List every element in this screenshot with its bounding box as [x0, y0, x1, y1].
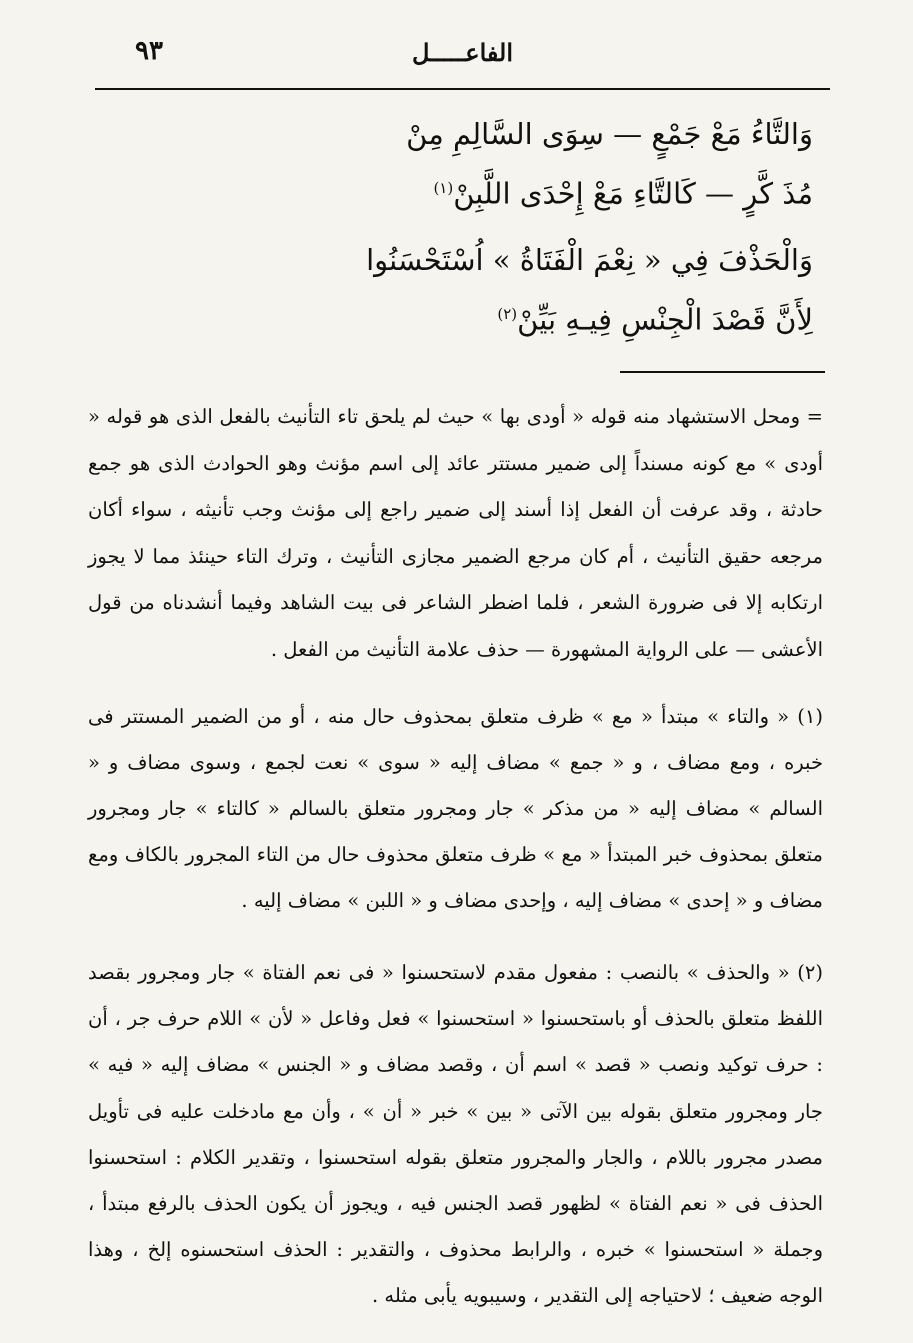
header-rule: [95, 88, 830, 90]
verse-line-2: مُذَ كَّرٍ — كَالتَّاءِ مَعْ إِحْدَى اللَّبِنْ$^{(١)}$: [433, 176, 813, 211]
footnote-1-text: (١) « والتاء » مبتدأ « مع » ظرف متعلق بمحذوف حال منه ، أو من الضمير المستتر فى خبره ، ومع مضاف ، و « جمع » مضاف إليه « سوى » نعت لجمع ، وسوى مضاف و « السالم » مضاف إليه « من مذكر » جار ومجرور متعلق بالسالم « كالتاء » جار ومجرور متعلق بمحذوف خبر المبتدأ « مع » ظرف متعلق محذوف حال من التاء المجرور بالكاف ومع مضاف و « إحدى » مضاف إليه ، وإحدى مضاف و « اللبن » مضاف إليه .: [88, 705, 823, 912]
commentary-paragraph: = ومحل الاستشهاد منه قوله « أودى بها » حيث لم يلحق تاء التأنيث بالفعل الذى هو قوله « أودى » مع كونه مسنداً إلى ضمير مستتر عائد إلى اسم مؤنث وهو الحوادث الذى هو جمع حادثة ، وقد عرفت أن الفعل إذا أسند إلى ضمير راجع إلى مؤنث وجب تأنيثه ، سواء أكان مرجعه حقيق التأنيث ، أم كان مرجع الضمير مجازى التأنيث ، وترك التاء حينئذ مما لا يجوز ارتكابه إلا فى ضرورة الشعر ، فلما اضطر الشاعر فى بيت الشاهد وفيما أنشدناه من قول الأعشى — على الرواية المشهورة — حذف علامة التأنيث من الفعل .: [88, 405, 823, 661]
footnote-2-text: (٢) « والحذف » بالنصب : مفعول مقدم لاستحسنوا « فى نعم الفتاة » جار ومجرور بقصد اللفظ متعلق بالحذف أو باستحسنوا « استحسنوا » فعل وفاعل « لأن » اللام حرف جر ، أن : حرف توكيد ونصب « قصد » اسم أن ، وقصد مضاف و « الجنس » مضاف إليه « فيه » جار ومجرور متعلق بقوله بين الآتى « بين » خبر « أن » ، وأن مع مادخلت عليه فى تأويل مصدر مجرور باللام ، والجار والمجرور متعلق بقوله استحسنوا ، وتقدير الكلام : استحسنوا الحذف فى « نعم الفتاة » لظهور قصد الجنس فيه ، ويجوز أن يكون الحذف بالرفع مبتدأ ، وجملة « استحسنوا » خبره ، والرابط محذوف ، والتقدير : الحذف استحسنوه إلخ ، وهذا الوجه ضعيف ؛ لاحتياجه إلى التقدير ، وسيبويه يأبى مثله .: [88, 961, 823, 1308]
page-header: [95, 30, 830, 82]
footnote-marker-2: (٢): [497, 305, 518, 323]
footnote-separator: [620, 371, 825, 373]
verse-line-3: وَالْحَذْفَ فِي « نِعْمَ الْفَتَاةُ » اُسْتَحْسَنُوا: [366, 243, 813, 277]
commentary-continuation: [88, 394, 823, 673]
footnote-1: [88, 694, 823, 924]
running-title: الفاعـــــل: [411, 38, 514, 67]
footnote-2: [88, 950, 823, 1320]
page-number: ٩٣: [135, 36, 163, 66]
verse-line-4: لِأَنَّ قَصْدَ الْجِنْسِ فِيـهِ بَيِّنْ$^{(٢)}$: [497, 302, 813, 337]
verse-line-1: وَالتَّاءُ مَعْ جَمْعٍ — سِوَى السَّالِمِ مِنْ: [406, 117, 813, 151]
footnote-marker-1: (١): [433, 179, 454, 197]
